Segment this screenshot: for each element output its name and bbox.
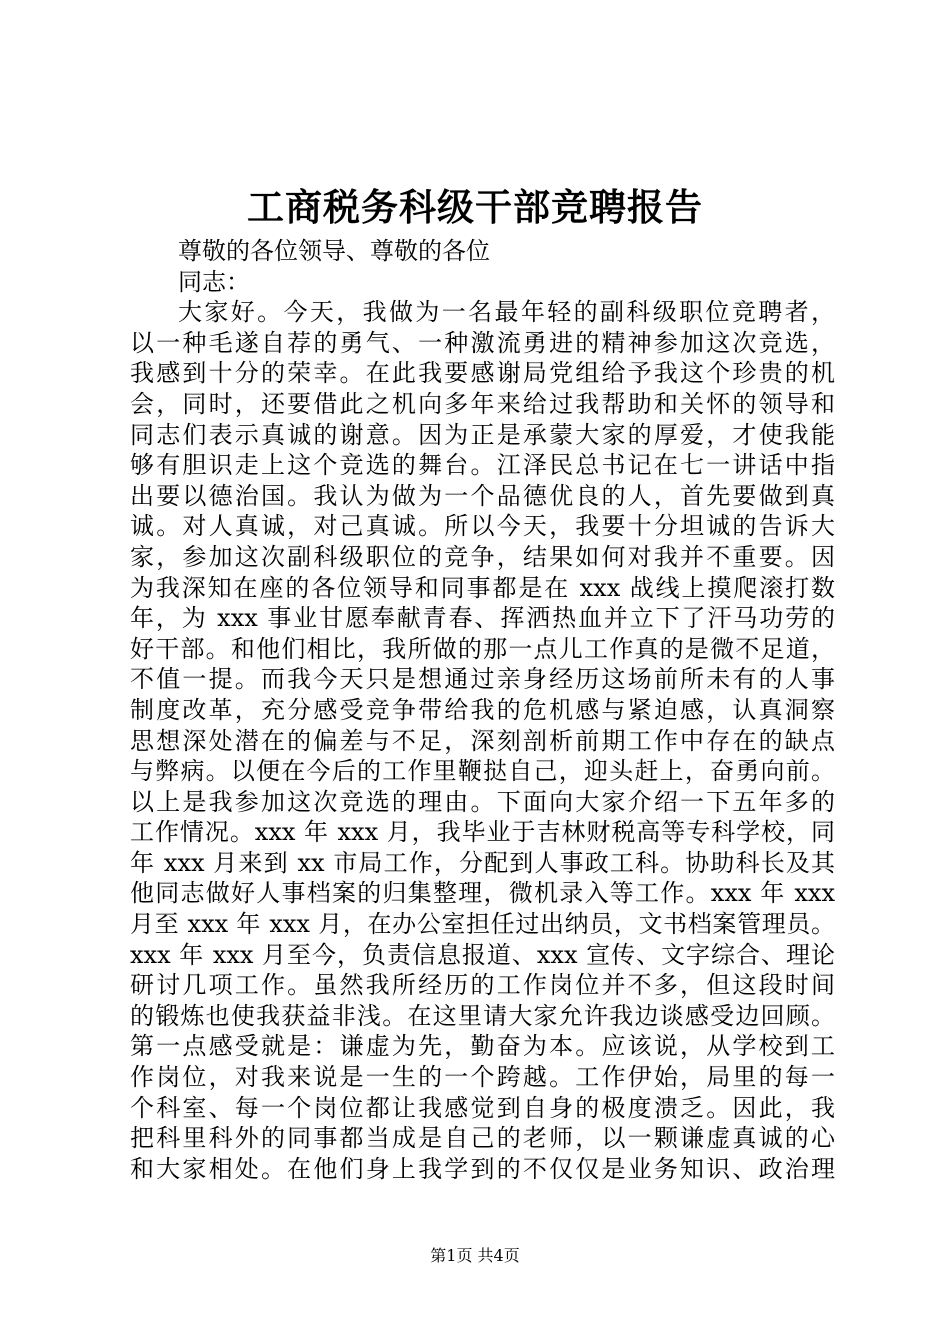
paragraph-line: 年 xxx 月来到 xx 市局工作，分配到人事政工科。协助科长及其 bbox=[130, 848, 835, 877]
paragraph-line: 家，参加这次副科级职位的竞争，结果如何对我并不重要。因 bbox=[130, 542, 835, 571]
paragraph-line: 够有胆识走上这个竞选的舞台。江泽民总书记在七一讲话中指 bbox=[130, 451, 835, 480]
greeting-line: 同志： bbox=[178, 267, 250, 296]
paragraph-line: 个科室、每一个岗位都让我感觉到自身的极度溃乏。因此，我 bbox=[130, 1093, 835, 1122]
paragraph-line: 出要以德治国。我认为做为一个品德优良的人，首先要做到真 bbox=[130, 481, 835, 510]
paragraph-line: 好干部。和他们相比，我所做的那一点儿工作真的是微不足道， bbox=[130, 634, 835, 663]
paragraph-line: 以上是我参加这次竞选的理由。下面向大家介绍一下五年多的 bbox=[130, 787, 835, 816]
paragraph-line: 制度改革，充分感受竞争带给我的危机感与紧迫感，认真洞察 bbox=[130, 695, 835, 724]
paragraph-line: 研讨几项工作。虽然我所经历的工作岗位并不多，但这段时间 bbox=[130, 971, 835, 1000]
paragraph-line: 把科里科外的同事都当成是自己的老师，以一颗谦虚真诚的心 bbox=[130, 1124, 835, 1153]
document-title: 工商税务科级干部竞聘报告 bbox=[247, 185, 703, 229]
paragraph-line: 和大家相处。在他们身上我学到的不仅仅是业务知识、政治理 bbox=[130, 1154, 835, 1183]
paragraph-line: 月至 xxx 年 xxx 月，在办公室担任过出纳员，文书档案管理员。 bbox=[130, 910, 835, 939]
paragraph-line: 他同志做好人事档案的归集整理，微机录入等工作。xxx 年 xxx bbox=[130, 879, 835, 908]
paragraph-line: 大家好。今天，我做为一名最年轻的副科级职位竞聘者， bbox=[178, 298, 835, 327]
paragraph-line: 会，同时，还要借此之机向多年来给过我帮助和关怀的领导和 bbox=[130, 389, 835, 418]
paragraph-line: 我感到十分的荣幸。在此我要感谢局党组给予我这个珍贵的机 bbox=[130, 359, 835, 388]
paragraph-line: 作岗位，对我来说是一生的一个跨越。工作伊始，局里的每一 bbox=[130, 1063, 835, 1092]
paragraph-line: 的锻炼也使我获益非浅。在这里请大家允许我边谈感受边回顾。 bbox=[130, 1001, 835, 1030]
paragraph-line: 思想深处潜在的偏差与不足，深刻剖析前期工作中存在的缺点 bbox=[130, 726, 835, 755]
paragraph-line: 第一点感受就是：谦虚为先，勤奋为本。应该说，从学校到工 bbox=[130, 1032, 835, 1061]
paragraph-line: 年，为 xxx 事业甘愿奉献青春、挥洒热血并立下了汗马功劳的 bbox=[130, 604, 835, 633]
paragraph-line: 同志们表示真诚的谢意。因为正是承蒙大家的厚爱，才使我能 bbox=[130, 420, 835, 449]
paragraph-line: 不值一提。而我今天只是想通过亲身经历这场前所未有的人事 bbox=[130, 665, 835, 694]
paragraph-line: 为我深知在座的各位领导和同事都是在 xxx 战线上摸爬滚打数 bbox=[130, 573, 835, 602]
paragraph-line: 诚。对人真诚，对己真诚。所以今天，我要十分坦诚的告诉大 bbox=[130, 512, 835, 541]
paragraph-line: 与弊病。以便在今后的工作里鞭挞自己，迎头赶上，奋勇向前。 bbox=[130, 757, 835, 786]
page-number-footer: 第1页 共4页 bbox=[430, 1246, 520, 1265]
paragraph-line: 工作情况。xxx 年 xxx 月，我毕业于吉林财税高等专科学校，同 bbox=[130, 818, 835, 847]
paragraph-line: 以一种毛遂自荐的勇气、一种激流勇进的精神参加这次竞选， bbox=[130, 328, 835, 357]
greeting-line: 尊敬的各位领导、尊敬的各位 bbox=[178, 237, 490, 265]
paragraph-line: xxx 年 xxx 月至今，负责信息报道、xxx 宣传、文字综合、理论 bbox=[130, 940, 835, 969]
document-body bbox=[130, 236, 835, 1184]
